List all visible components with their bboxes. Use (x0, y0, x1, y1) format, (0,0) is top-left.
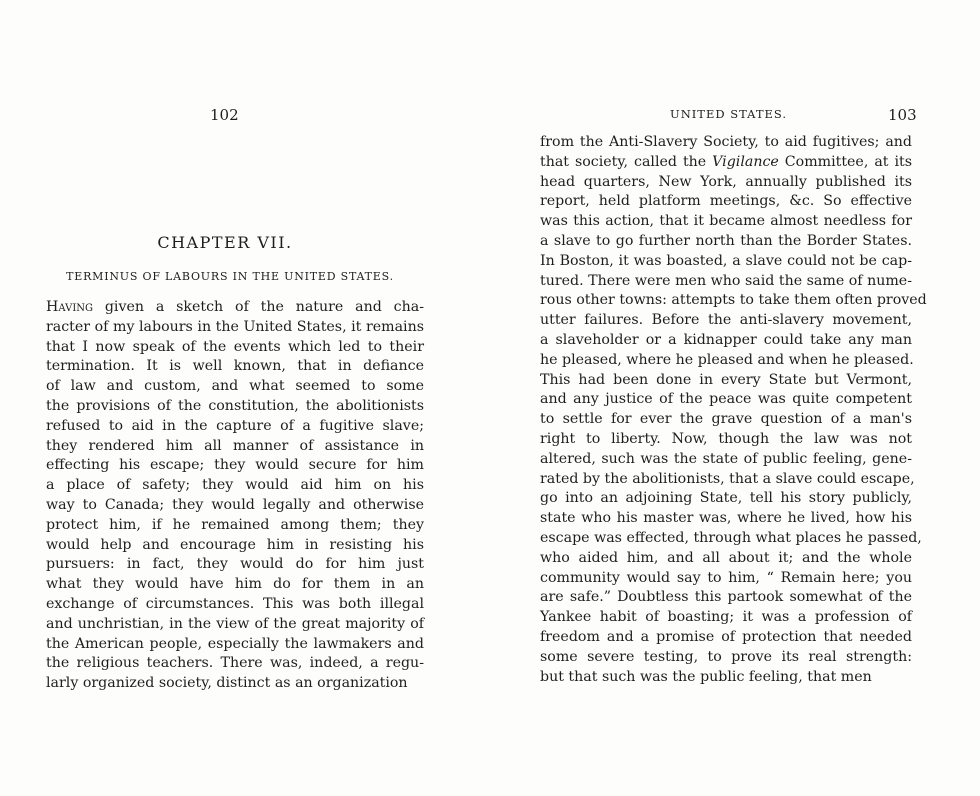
text-line: community would say to him, “ Remain here; you (540, 569, 912, 586)
text-line: state who his master was, where he lived, how his (540, 510, 912, 527)
text-line: escape was effected, through what places he passed, (540, 529, 922, 546)
text-line: effecting his escape; they would secure for him (46, 457, 424, 474)
right-body-text (540, 133, 927, 687)
text-line: right to liberty. Now, though the law was not (540, 430, 912, 447)
text-line: are safe.” Doubtless this partook somewhat of the (540, 589, 912, 606)
text-line: but that such was the public feeling, that men (540, 668, 872, 685)
text-line: they rendered him all manner of assistance in (46, 437, 424, 454)
running-head: UNITED STATES. (670, 107, 788, 121)
text-line: termination. It is well known, that in defiance (46, 358, 424, 375)
emphasized-word: Vigilance (712, 153, 779, 170)
text-line: Yankee habit of boasting; it was a profession of (540, 609, 912, 626)
text-line: was this action, that it became almost needless for (540, 213, 912, 230)
chapter-subtitle: TERMINUS OF LABOURS IN THE UNITED STATES. (66, 270, 394, 283)
text-line: a slaveholder or a kidnapper could take any man (540, 331, 912, 348)
chapter-heading: CHAPTER VII. (157, 233, 293, 252)
text-line: refused to aid in the capture of a fugitive slave; (46, 417, 424, 434)
text-line: rous other towns: attempts to take them often proved (540, 292, 927, 309)
text-line: pursuers: in fact, they would do for him just (46, 556, 424, 573)
text-line: who aided him, and all about it; and the whole (540, 549, 912, 566)
text-line: protect him, if he remained among them; they (46, 516, 424, 533)
text-line: larly organized society, distinct as an organization (46, 675, 408, 692)
text-line: utter failures. Before the anti-slavery movement, (540, 312, 912, 329)
right-page (490, 0, 980, 796)
text-line: freedom and a promise of protection that needed (540, 628, 912, 645)
text-line: and unchristian, in the view of the great majority of (46, 615, 424, 632)
text-line: go into an adjoining State, tell his story publicly, (540, 490, 912, 507)
text-line: the provisions of the constitution, the abolitionists (46, 397, 424, 414)
page-number-right: 103 (888, 106, 917, 124)
text-line: a place of safety; they would aid him on his (46, 477, 424, 494)
opening-word: Having (46, 299, 94, 315)
text-line: and any justice of the peace was quite competent (540, 391, 912, 408)
text-line: the religious teachers. There was, indeed, a regu- (46, 655, 424, 672)
left-body-text (46, 298, 424, 694)
text-line: Having given a sketch of the nature and cha- (46, 299, 424, 315)
text-line: that I now speak of the events which led to their (46, 338, 424, 355)
text-line: of law and custom, and what seemed to some (46, 378, 424, 395)
text-line: racter of my labours in the United States, it remains (46, 318, 424, 335)
text-line: altered, such was the state of public feeling, gene- (540, 450, 912, 467)
text-line: tured. There were men who said the same of nume- (540, 272, 912, 289)
text-line: would help and encourage him in resisting his (46, 536, 424, 553)
text-line: the American people, especially the lawmakers and (46, 635, 424, 652)
text-line: from the Anti-Slavery Society, to aid fugitives; and (540, 134, 912, 150)
text-line: This had been done in every State but Vermont, (540, 371, 912, 388)
text-line: way to Canada; they would legally and otherwise (46, 496, 424, 513)
text-line: a slave to go further north than the Border States. (540, 232, 912, 249)
text-line: to settle for ever the grave question of a man's (540, 411, 912, 428)
text-line: some severe testing, to prove its real strength: (540, 648, 912, 665)
text-line: rated by the abolitionists, that a slave could escape, (540, 470, 915, 487)
text-line: report, held platform meetings, &c. So effective (540, 193, 912, 210)
text-line: head quarters, New York, annually published its (540, 173, 912, 190)
text-line: In Boston, it was boasted, a slave could not be cap- (540, 252, 912, 269)
page-number-left: 102 (210, 106, 239, 124)
text-line: what they would have him do for them in an (46, 576, 424, 593)
text-line: that society, called the Vigilance Committee, at its (540, 153, 912, 170)
text-line: he pleased, where he pleased and when he pleased. (540, 351, 914, 368)
text-line: exchange of circumstances. This was both illegal (46, 595, 424, 612)
